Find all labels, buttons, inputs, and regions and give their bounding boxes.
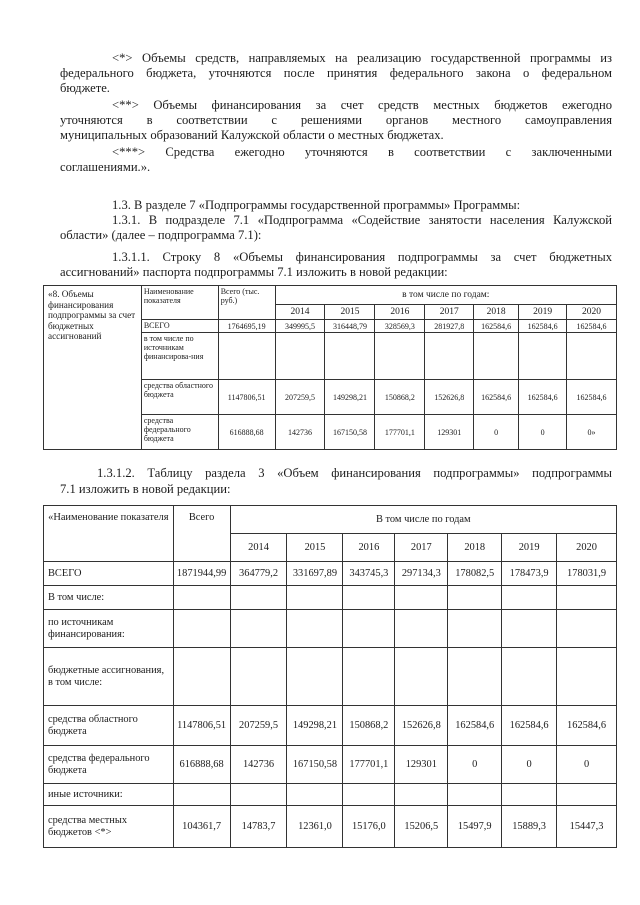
passport-year: 2019 (519, 305, 567, 320)
finance-cell (287, 610, 343, 648)
finance-cell: 297134,3 (395, 562, 448, 586)
finance-cell: 178082,5 (448, 562, 502, 586)
footnote-local-line1: <**> Объемы финансирования за счет средств местных бюджетов ежегодно (112, 98, 612, 112)
finance-cell (230, 648, 287, 706)
finance-cell (502, 610, 557, 648)
finance-cell (230, 784, 287, 806)
passport-cell: 162584,6 (519, 380, 567, 415)
finance-cell: 331697,89 (287, 562, 343, 586)
finance-cell (502, 784, 557, 806)
finance-year: 2017 (395, 534, 448, 562)
finance-year: 2016 (343, 534, 395, 562)
passport-header-name: Наименование показателя (141, 286, 218, 320)
finance-cell: 364779,2 (230, 562, 287, 586)
finance-cell (287, 648, 343, 706)
passport-header-years-caption: в том числе по годам: (275, 286, 616, 305)
passport-table (43, 285, 617, 450)
finance-cell: 178473,9 (502, 562, 557, 586)
section-1-3-1-line1: 1.3.1. В подразделе 7.1 «Подпрограмма «Содействие занятости населения Калужской (112, 213, 612, 227)
passport-cell: 328569,3 (375, 320, 425, 333)
finance-year: 2014 (230, 534, 287, 562)
finance-cell-total: 1147806,51 (173, 706, 230, 746)
finance-cell: 15176,0 (343, 806, 395, 848)
finance-cell (230, 586, 287, 610)
section-1-3-1-line2: области» (далее – подпрограмма 7.1): (60, 228, 262, 242)
finance-cell-name: иные источники: (44, 784, 174, 806)
passport-cell: 0» (567, 415, 617, 450)
passport-cell: 162584,6 (567, 380, 617, 415)
finance-cell: 14783,7 (230, 806, 287, 848)
finance-cell: 15497,9 (448, 806, 502, 848)
finance-cell (343, 610, 395, 648)
passport-year: 2016 (375, 305, 425, 320)
finance-cell-total (173, 648, 230, 706)
finance-cell-name: по источникам финансирования: (44, 610, 174, 648)
finance-header-name: «Наименование показателя (44, 506, 174, 562)
footnote-agreements-line2: соглашениями.». (60, 160, 151, 174)
finance-cell: 167150,58 (287, 746, 343, 784)
finance-cell (448, 784, 502, 806)
finance-cell: 0 (557, 746, 617, 784)
finance-cell: 0 (502, 746, 557, 784)
finance-cell: 149298,21 (287, 706, 343, 746)
finance-cell: 177701,1 (343, 746, 395, 784)
passport-cell: 162584,6 (474, 380, 519, 415)
finance-cell (557, 586, 617, 610)
passport-cell: 162584,6 (474, 320, 519, 333)
passport-header-total: Всего (тыс. руб.) (218, 286, 275, 320)
passport-row-label: «8. Объемы финансирования подпрограммы за счет бюджетных ассигнований (44, 286, 142, 450)
finance-cell-total (173, 586, 230, 610)
finance-cell: 15206,5 (395, 806, 448, 848)
finance-cell-name: ВСЕГО (44, 562, 174, 586)
passport-cell: 162584,6 (567, 320, 617, 333)
finance-cell: 343745,3 (343, 562, 395, 586)
passport-cell: 0 (474, 415, 519, 450)
finance-cell: 12361,0 (287, 806, 343, 848)
passport-cell: 162584,6 (519, 320, 567, 333)
passport-year: 2018 (474, 305, 519, 320)
finance-cell-total (173, 610, 230, 648)
finance-cell: 15889,3 (502, 806, 557, 848)
footnote-local-line3: муниципальных образований Калужской области о местных бюджетах. (60, 128, 444, 142)
passport-cell: 129301 (425, 415, 474, 450)
passport-cell: 142736 (275, 415, 325, 450)
finance-cell (395, 586, 448, 610)
finance-cell: 152626,8 (395, 706, 448, 746)
finance-cell-total: 104361,7 (173, 806, 230, 848)
section-1-3-1-1-line2: ассигнований» паспорта подпрограммы 7.1 изложить в новой редакции: (60, 265, 448, 279)
finance-cell (502, 648, 557, 706)
footnote-federal-line2: федерального бюджета, уточняются после принятия федерального закона о федеральном (60, 66, 612, 80)
finance-cell-name: средства федерального бюджета (44, 746, 174, 784)
passport-year: 2014 (275, 305, 325, 320)
finance-year: 2020 (557, 534, 617, 562)
footnote-agreements-line1: <***> Средства ежегодно уточняются в соответствии с заключенными (112, 145, 612, 159)
finance-cell (448, 610, 502, 648)
finance-cell: 162584,6 (448, 706, 502, 746)
finance-cell: 142736 (230, 746, 287, 784)
finance-cell-total (173, 784, 230, 806)
passport-cell (474, 333, 519, 380)
finance-table (43, 505, 617, 848)
passport-cell: 149298,21 (325, 380, 375, 415)
passport-cell-name: средства областного бюджета (141, 380, 218, 415)
footnote-federal-line3: бюджете. (60, 81, 110, 95)
passport-cell: 0 (519, 415, 567, 450)
passport-cell (519, 333, 567, 380)
finance-cell (448, 648, 502, 706)
section-1-3-1-2-line2: 7.1 изложить в новой редакции: (60, 482, 231, 496)
finance-year: 2019 (502, 534, 557, 562)
passport-cell: 349995,5 (275, 320, 325, 333)
finance-cell (343, 586, 395, 610)
finance-cell-name: В том числе: (44, 586, 174, 610)
finance-cell-name: средства областного бюджета (44, 706, 174, 746)
finance-cell-total: 1871944,99 (173, 562, 230, 586)
passport-cell: 150868,2 (375, 380, 425, 415)
passport-cell-total: 616888,68 (218, 415, 275, 450)
section-1-3-1-1-line1: 1.3.1.1. Строку 8 «Объемы финансирования подпрограммы за счет бюджетных (112, 250, 612, 264)
passport-cell: 207259,5 (275, 380, 325, 415)
passport-cell: 177701,1 (375, 415, 425, 450)
section-1-3-1-2-line1: 1.3.1.2. Таблицу раздела 3 «Объем финансирования подпрограммы» подпрограммы (97, 466, 612, 480)
footnote-local-line2: уточняются в соответствии с решениями органов местного самоуправления (60, 113, 612, 127)
passport-cell: 281927,8 (425, 320, 474, 333)
finance-cell (502, 586, 557, 610)
finance-cell-total: 616888,68 (173, 746, 230, 784)
passport-year: 2017 (425, 305, 474, 320)
finance-cell (287, 784, 343, 806)
passport-cell (275, 333, 325, 380)
footnote-federal-line1: <*> Объемы средств, направляемых на реализацию государственной программы из (112, 51, 612, 65)
finance-cell (343, 784, 395, 806)
finance-cell-name: бюджетные ассигнования, в том числе: (44, 648, 174, 706)
finance-cell (230, 610, 287, 648)
finance-cell (448, 586, 502, 610)
passport-cell: 167150,58 (325, 415, 375, 450)
passport-cell (425, 333, 474, 380)
passport-cell-total: 1147806,51 (218, 380, 275, 415)
passport-year: 2015 (325, 305, 375, 320)
passport-cell: 316448,79 (325, 320, 375, 333)
finance-cell: 162584,6 (557, 706, 617, 746)
finance-cell: 178031,9 (557, 562, 617, 586)
finance-cell (395, 610, 448, 648)
finance-header-total: Всего (173, 506, 230, 562)
passport-cell-total (218, 333, 275, 380)
finance-header-years-caption: В том числе по годам (230, 506, 616, 534)
finance-cell: 0 (448, 746, 502, 784)
finance-cell: 129301 (395, 746, 448, 784)
passport-cell (567, 333, 617, 380)
finance-cell: 15447,3 (557, 806, 617, 848)
finance-cell: 207259,5 (230, 706, 287, 746)
finance-cell (395, 784, 448, 806)
passport-cell (325, 333, 375, 380)
passport-cell-name: ВСЕГО (141, 320, 218, 333)
passport-cell-total: 1764695,19 (218, 320, 275, 333)
finance-year: 2018 (448, 534, 502, 562)
finance-cell-name: средства местных бюджетов <*> (44, 806, 174, 848)
section-1-3: 1.3. В разделе 7 «Подпрограммы государственной программы» Программы: (112, 198, 521, 212)
finance-cell (557, 648, 617, 706)
passport-year: 2020 (567, 305, 617, 320)
finance-cell: 150868,2 (343, 706, 395, 746)
passport-cell-name: средства федерального бюджета (141, 415, 218, 450)
passport-cell: 152626,8 (425, 380, 474, 415)
finance-cell (557, 784, 617, 806)
finance-year: 2015 (287, 534, 343, 562)
finance-cell: 162584,6 (502, 706, 557, 746)
passport-cell (375, 333, 425, 380)
finance-cell (287, 586, 343, 610)
passport-cell-name: в том числе по источникам финансирова-ния (141, 333, 218, 380)
finance-cell (395, 648, 448, 706)
finance-cell (343, 648, 395, 706)
finance-cell (557, 610, 617, 648)
